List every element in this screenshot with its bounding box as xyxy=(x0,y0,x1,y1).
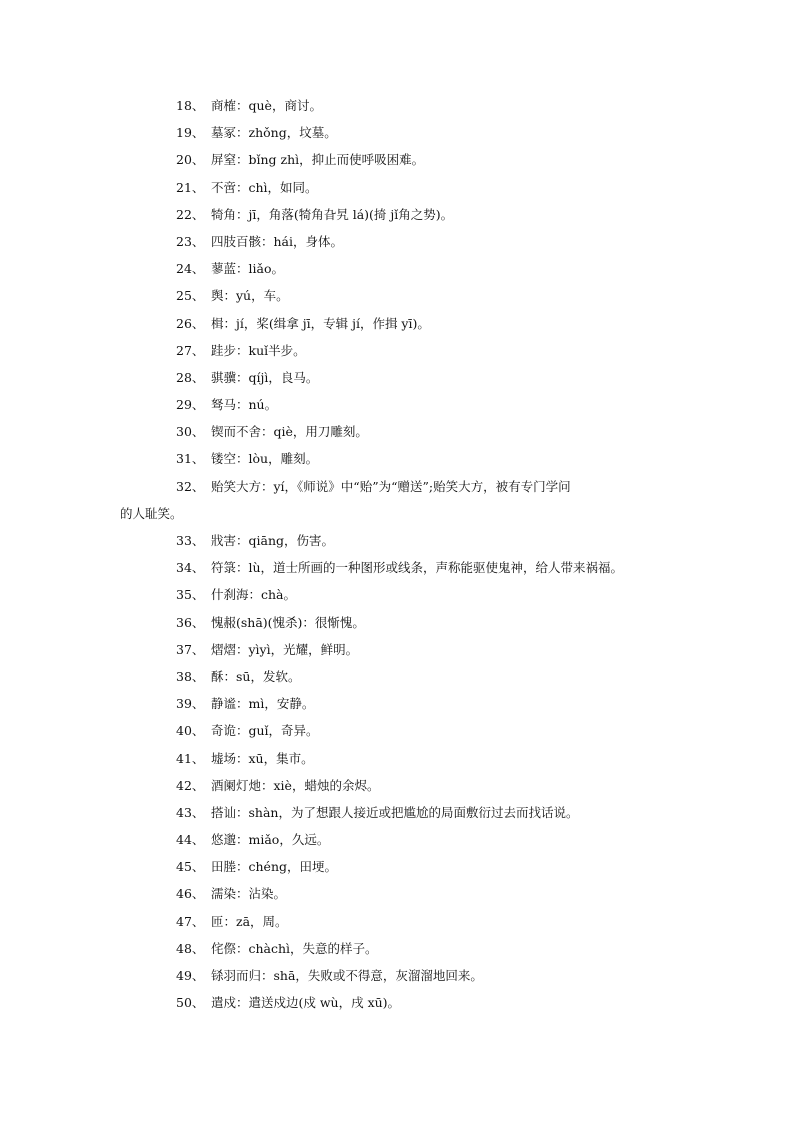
item-number: 26、 xyxy=(176,315,205,331)
item-text xyxy=(211,717,319,744)
item-text xyxy=(211,853,337,880)
item-text xyxy=(211,228,343,255)
item-number: 20、 xyxy=(176,152,205,168)
item-definition: 铩羽而归：shā，失败或不得意，灰溜溜地回来。 xyxy=(211,968,483,984)
list-item xyxy=(0,636,794,663)
item-text xyxy=(211,337,306,364)
item-number: 48、 xyxy=(176,940,205,956)
list-item xyxy=(0,473,794,527)
item-definition: 墓冢：zhǒng，坟墓。 xyxy=(211,125,337,141)
item-definition: 骐骥：qíjì，良马。 xyxy=(211,369,319,385)
list-item xyxy=(0,310,794,337)
item-text xyxy=(211,908,288,935)
item-text xyxy=(211,391,277,418)
list-item xyxy=(0,554,794,581)
item-number: 39、 xyxy=(176,696,205,712)
item-definition: 镂空：lòu，雕刻。 xyxy=(211,451,319,467)
list-item xyxy=(0,799,794,826)
list-item xyxy=(0,908,794,935)
item-number: 22、 xyxy=(176,206,205,222)
item-number: 32、 xyxy=(176,478,205,494)
item-number: 19、 xyxy=(176,125,205,141)
item-definition: 楫：jí，桨(缉拿 jī，专辑 jí，作揖 yī)。 xyxy=(211,315,430,331)
list-item xyxy=(0,364,794,391)
item-definition: 屏窒：bǐng zhì，抑止而使呼吸困难。 xyxy=(211,152,425,168)
item-number: 23、 xyxy=(176,233,205,249)
list-item xyxy=(0,962,794,989)
item-number: 44、 xyxy=(176,832,205,848)
item-number: 24、 xyxy=(176,261,205,277)
item-text xyxy=(211,255,284,282)
item-text xyxy=(211,636,358,663)
item-text xyxy=(211,282,289,309)
item-definition: 侘傺：chàchì，失意的样子。 xyxy=(211,940,378,956)
item-number: 47、 xyxy=(176,913,205,929)
list-item xyxy=(0,826,794,853)
list-item xyxy=(0,146,794,173)
item-number: 36、 xyxy=(176,614,205,630)
item-definition: 犄角：jī，角落(犄角旮旯 lá)(掎 jǐ角之势)。 xyxy=(211,206,454,222)
item-text xyxy=(211,962,483,989)
item-text xyxy=(211,92,322,119)
list-item xyxy=(0,772,794,799)
item-text xyxy=(211,745,314,772)
item-number: 30、 xyxy=(176,424,205,440)
list-item xyxy=(0,853,794,880)
item-definition: 田塍：chéng，田埂。 xyxy=(211,859,338,875)
item-definition: 墟场：xū，集市。 xyxy=(211,750,314,766)
list-item xyxy=(0,228,794,255)
list-item xyxy=(0,581,794,608)
list-item xyxy=(0,880,794,907)
list-item xyxy=(0,201,794,228)
list-item xyxy=(0,418,794,445)
item-text xyxy=(211,364,318,391)
list-item xyxy=(0,745,794,772)
item-text xyxy=(211,119,337,146)
item-text xyxy=(211,609,365,636)
item-text xyxy=(211,581,296,608)
item-definition: 遣戍：遣送戍边(戍 wù，戌 xū)。 xyxy=(211,995,401,1011)
item-text xyxy=(211,799,578,826)
list-item xyxy=(0,391,794,418)
list-item xyxy=(0,92,794,119)
item-number: 35、 xyxy=(176,587,205,603)
item-definition: 不啻：chì，如同。 xyxy=(211,179,318,195)
item-text xyxy=(211,146,424,173)
list-item xyxy=(0,663,794,690)
item-definition: 酥：sū，发软。 xyxy=(211,668,301,684)
item-number: 33、 xyxy=(176,533,205,549)
item-text xyxy=(211,445,318,472)
item-number: 28、 xyxy=(176,369,205,385)
item-text xyxy=(211,663,300,690)
item-text xyxy=(211,201,453,228)
item-definition: 跬步：kuǐ半步。 xyxy=(211,342,306,358)
item-definition: 愧赧(shā)(愧杀)：很惭愧。 xyxy=(211,614,365,630)
item-number: 42、 xyxy=(176,777,205,793)
item-text xyxy=(211,772,379,799)
item-definition: 蓼蓝：liǎo。 xyxy=(211,261,284,277)
item-definition-continued: 的人耻笑。 xyxy=(120,505,183,521)
item-number: 37、 xyxy=(176,641,205,657)
list-item xyxy=(0,527,794,554)
item-number: 45、 xyxy=(176,859,205,875)
item-text xyxy=(211,310,430,337)
list-item xyxy=(0,717,794,744)
item-number: 41、 xyxy=(176,750,205,766)
item-number: 40、 xyxy=(176,723,205,739)
list-item xyxy=(0,282,794,309)
item-text xyxy=(211,690,314,717)
item-number: 31、 xyxy=(176,451,205,467)
item-definition: 舆：yú，车。 xyxy=(211,288,289,304)
item-number: 27、 xyxy=(176,342,205,358)
vocabulary-list xyxy=(0,92,794,1016)
list-item xyxy=(0,174,794,201)
item-definition: 贻笑大方：yí，《师说》中“贻”为“赠送”;贻笑大方，被有专门学问 xyxy=(211,478,571,494)
item-number: 50、 xyxy=(176,995,205,1011)
item-definition: 锲而不舍：qiè，用刀雕刻。 xyxy=(211,424,368,440)
item-number: 29、 xyxy=(176,397,205,413)
item-number: 18、 xyxy=(176,98,205,113)
item-definition: 匝：zā，周。 xyxy=(211,913,288,929)
list-item xyxy=(0,337,794,364)
list-item xyxy=(0,609,794,636)
item-definition: 静谧：mì，安静。 xyxy=(211,696,315,712)
item-text xyxy=(211,935,378,962)
list-item xyxy=(0,445,794,472)
item-text xyxy=(211,174,318,201)
item-definition: 奇诡：guǐ，奇异。 xyxy=(211,723,319,739)
item-text xyxy=(211,418,368,445)
item-number: 46、 xyxy=(176,886,205,902)
item-definition: 四肢百骸：hái，身体。 xyxy=(211,233,344,249)
item-number: 49、 xyxy=(176,968,205,984)
item-definition: 悠邈：miǎo，久远。 xyxy=(211,832,330,848)
item-number: 21、 xyxy=(176,179,205,195)
item-definition: 濡染：沾染。 xyxy=(211,886,287,902)
item-text xyxy=(211,826,329,853)
item-number: 25、 xyxy=(176,288,205,304)
item-number: 34、 xyxy=(176,560,205,576)
item-text xyxy=(211,554,623,581)
item-text xyxy=(211,989,400,1016)
item-text xyxy=(211,527,334,554)
list-item xyxy=(0,255,794,282)
list-item xyxy=(0,690,794,717)
item-number: 38、 xyxy=(176,668,205,684)
item-definition: 商榷：què，商讨。 xyxy=(211,98,322,113)
item-definition: 什刹海：chà。 xyxy=(211,587,297,603)
item-definition: 戕害：qiāng，伤害。 xyxy=(211,533,335,549)
item-definition: 熠熠：yìyì，光耀，鲜明。 xyxy=(211,641,359,657)
item-definition: 酒阑灯灺：xiè，蜡烛的余烬。 xyxy=(211,777,380,793)
list-item xyxy=(0,935,794,962)
item-definition: 驽马：nú。 xyxy=(211,397,278,413)
item-definition: 搭讪：shàn，为了想跟人接近或把尴尬的局面敷衍过去而找话说。 xyxy=(211,804,579,820)
list-item xyxy=(0,119,794,146)
item-number: 43、 xyxy=(176,804,205,820)
list-item xyxy=(0,989,794,1016)
item-text xyxy=(211,880,286,907)
item-definition: 符箓：lù，道士所画的一种图形或线条，声称能驱使鬼神，给人带来祸福。 xyxy=(211,560,624,576)
